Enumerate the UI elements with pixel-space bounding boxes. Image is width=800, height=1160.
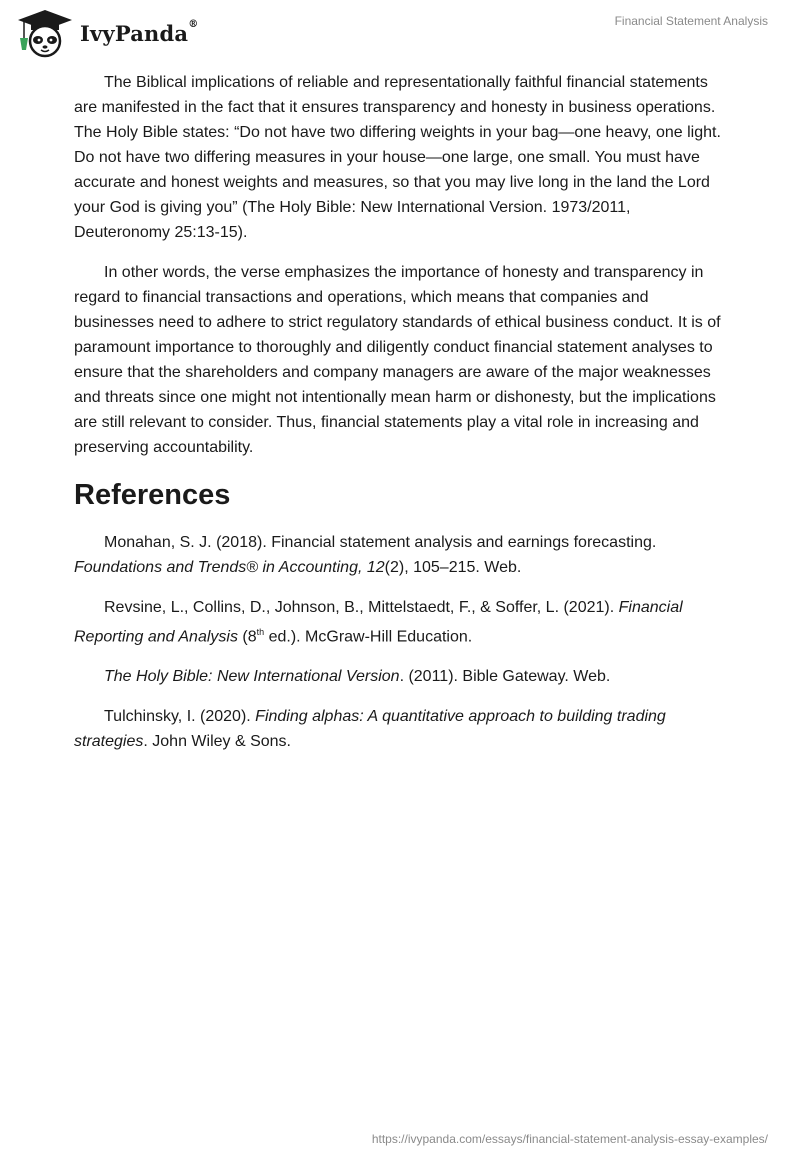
reference-item-tulchinsky: Tulchinsky, I. (2020). Finding alphas: A quantitative approach to building trading strategies. John Wiley & Sons. xyxy=(74,708,666,751)
references-heading: References xyxy=(74,479,231,511)
brand-logo[interactable] xyxy=(16,8,198,58)
document-title: Financial Statement Analysis xyxy=(614,14,768,28)
brand-name: IvyPanda® xyxy=(80,18,199,46)
reference-item-revsine: Revsine, L., Collins, D., Johnson, B., Mittelstaedt, F., & Soffer, L. (2021). Financial Reporting and Analysis (8th ed.). McGraw-Hill Education. xyxy=(74,599,683,646)
body-paragraph-2: In other words, the verse emphasizes the importance of honesty and transparency in regard to financial transactions and operations, which means that companies and businesses need to adhere to strict regulatory standards of ethical business conduct. It is of paramount importance to thoroughly and diligently conduct financial statement analyses to ensure that the shareholders and company managers are aware of the major weaknesses and threats since one might not intentionally mean harm or dishonesty, but the implications are still relevant to consider. Thus, financial statements play a vital role in increasing and preserving accountability. xyxy=(74,264,721,456)
reference-item-holy-bible: The Holy Bible: New International Version. (2011). Bible Gateway. Web. xyxy=(104,668,611,686)
source-url[interactable]: https://ivypanda.com/essays/financial-statement-analysis-essay-examples/ xyxy=(371,1132,768,1146)
body-paragraph-1: The Biblical implications of reliable and representationally faithful financial statements are manifested in the fact that it ensures transparency and honesty in business operations. The Holy Bible states: “Do not have two differing weights in your bag—one heavy, one light. Do not have two differing measures in your house—one large, one small. You must have accurate and honest weights and measures, so that you may live long in the land the Lord your God is giving you” (The Holy Bible: New International Version. 1973/2011, Deuteronomy 25:13-15). xyxy=(74,74,721,241)
document-body xyxy=(74,70,724,769)
panda-graduate-icon xyxy=(16,8,74,58)
page-header xyxy=(0,0,800,70)
reference-item-monahan: Monahan, S. J. (2018). Financial statement analysis and earnings forecasting. Foundations and Trends® in Accounting, 12(2), 105–215. Web. xyxy=(74,534,657,576)
